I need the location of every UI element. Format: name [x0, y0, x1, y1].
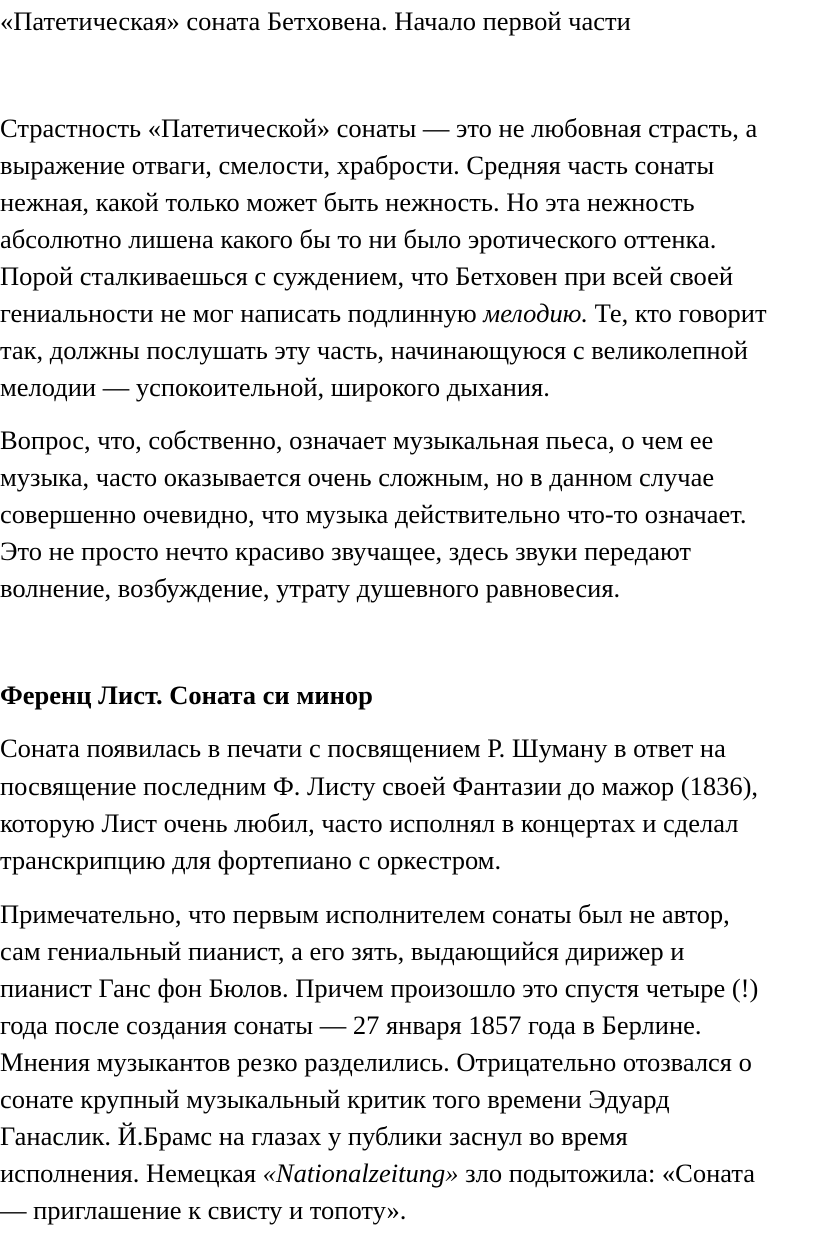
text-line: абсолютно лишена какого бы то ни было эротического оттенка. — [0, 224, 717, 254]
text-line: посвящение последним Ф. Листу своей Фантазии до мажор (1836), — [0, 771, 759, 801]
text-line: сам гениальный пианист, а его зять, выдающийся дирижер и — [0, 936, 685, 966]
text-line — [0, 1154, 755, 1192]
document-title: «Патетическая» соната Бетховена. Начало первой части — [0, 6, 631, 36]
section-heading: Ференц Лист. Соната си минор — [0, 680, 373, 710]
text-line: Мнения музыкантов резко разделились. Отрицательно отозвался о — [0, 1047, 752, 1077]
text-line: Это не просто нечто красиво звучащее, здесь звуки передают — [0, 536, 691, 566]
text-segment: исполнения. Немецкая — [0, 1158, 263, 1188]
text-line: мелодии — успокоительной, широкого дыхания. — [0, 372, 550, 402]
text-line: Примечательно, что первым исполнителем сонаты был не автор, — [0, 899, 730, 929]
text-line: транскрипцию для фортепиано с оркестром. — [0, 845, 502, 875]
text-line: волнение, возбуждение, утрату душевного равновесия. — [0, 573, 621, 603]
text-line: Ганаслик. Й.Брамс на глазах у публики заснул во время — [0, 1121, 628, 1151]
text-line: пианист Ганс фон Бюлов. Причем произошло это спустя четыре (!) — [0, 973, 759, 1003]
text-line: Страстность «Патетической» сонаты — это не любовная страсть, а — [0, 113, 758, 143]
text-line: сонате крупный музыкальный критик того времени Эдуард — [0, 1084, 670, 1114]
text-line: Соната появилась в печати с посвящением Р. Шуману в ответ на — [0, 733, 726, 763]
text-line: выражение отваги, смелости, храбрости. Средняя часть сонаты — [0, 150, 715, 180]
italic-term: мелодию. — [483, 298, 589, 328]
text-segment: зло подытожила: «Соната — [458, 1158, 756, 1188]
italic-newspaper-name: «Nationalzeitung» — [262, 1158, 459, 1188]
text-segment: Те, кто говорит — [588, 298, 767, 328]
text-line: Порой сталкиваешься с суждением, что Бетховен при всей своей — [0, 261, 734, 291]
text-line: нежная, какой только может быть нежность. Но эта нежность — [0, 187, 695, 217]
text-line: — приглашение к свисту и топоту». — [0, 1195, 407, 1225]
text-line: Вопрос, что, собственно, означает музыкальная пьеса, о чем ее — [0, 425, 714, 455]
text-line: так, должны послушать эту часть, начинающуюся с великолепной — [0, 335, 748, 365]
text-line: года после создания сонаты — 27 января 1857 года в Берлине. — [0, 1010, 702, 1040]
text-line — [0, 294, 767, 332]
text-line: музыка, часто оказывается очень сложным, но в данном случае — [0, 462, 715, 492]
text-line: совершенно очевидно, что музыка действительно что-то означает. — [0, 499, 747, 529]
text-segment: гениальности не мог написать подлинную — [0, 298, 484, 328]
text-line: которую Лист очень любил, часто исполнял в концертах и сделал — [0, 808, 739, 838]
